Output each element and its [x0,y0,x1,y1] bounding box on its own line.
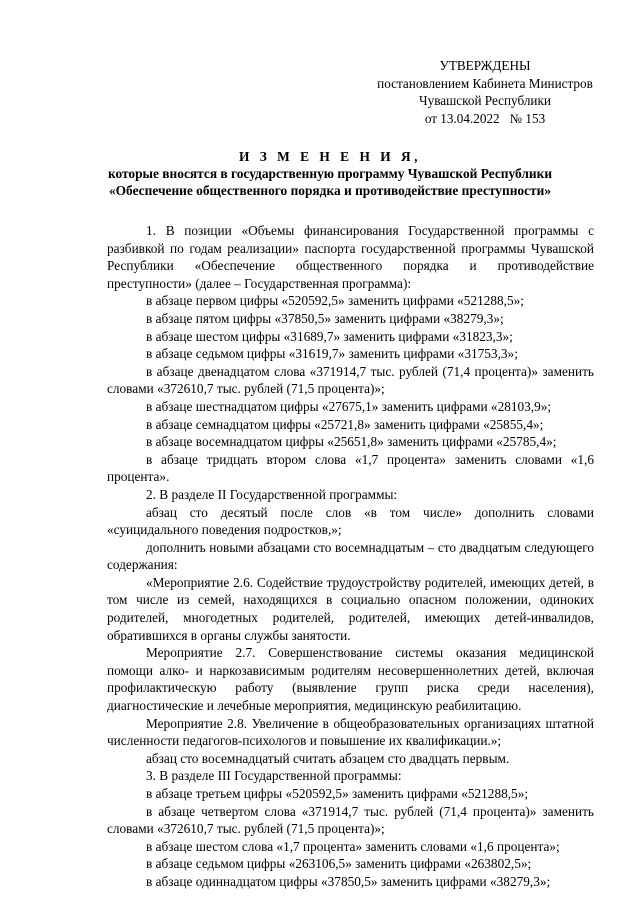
approval-line: Чувашской Республики [419,93,551,108]
body-paragraph: Мероприятие 2.7. Совершенствование системы оказания медицинской помощи алко- и наркозависимым родителям несовершеннолетних детей, включая профилактическую работу (выявление групп риска среди населения), диагностические и лечебные мероприятия, медицинскую реабилитацию. [107,645,594,714]
body-paragraph: в абзаце семнадцатом цифры «25721,8» заменить цифрами «25855,4»; [146,416,544,432]
body-paragraph: 1. В позиции «Объемы финансирования Государственной программы с разбивкой по годам реализации» паспорта государственной программы Чувашской Республики «Обеспечение общественного порядка и противодействие преступности» (далее – Государственная программа): [107,223,594,291]
title-subtitle-line: «Обеспечение общественного порядка и противодействие преступности» [108,183,552,198]
approval-date-number: от 13.04.2022 № 153 [424,110,546,126]
title-subtitle-line: которые вносятся в государственную программу Чувашской Республики [107,166,553,181]
body-paragraph: в абзаце шестом слова «1,7 процента» заменить словами «1,6 процента»; [146,838,560,854]
body-paragraph: абзац сто восемнадцатый считать абзацем сто двадцать первым. [146,750,510,766]
body-paragraph: в абзаце первом цифры «520592,5» заменить цифрами «521288,5»; [146,293,525,309]
body-paragraph: абзац сто десятый после слов «в том числе» дополнить словами «суицидального поведения подростков,»; [107,504,594,538]
title-heading: И З М Е Н Е Н И Я, [238,149,422,164]
body-paragraph: в абзаце седьмом цифры «263106,5» заменить цифрами «263802,5»; [146,856,532,872]
approval-line: УТВЕРЖДЕНЫ [439,58,531,73]
document-title [60,148,600,199]
body-paragraph: Мероприятие 2.8. Увеличение в общеобразовательных организациях штатной численности педагогов-психологов и повышение их квалификации.»; [107,715,594,749]
approval-line: постановлением Кабинета Министров [377,75,593,91]
body-paragraph: 2. В разделе II Государственной программы: [146,486,398,502]
approval-stamp [360,57,610,127]
body-paragraph: в абзаце третьем цифры «520592,5» заменить цифрами «521288,5»; [146,786,529,801]
body-paragraph: в абзаце одиннадцатом цифры «37850,5» заменить цифрами «38279,3»; [146,873,551,889]
document-body [107,222,594,891]
body-paragraph: в абзаце тридцать втором слова «1,7 процента» заменить словами «1,6 процента». [107,451,594,485]
body-paragraph: «Мероприятие 2.6. Содействие трудоустройству родителей, имеющих детей, в том числе из семей, находящихся в социально опасном положении, одиноких родителей, многодетных родителей, родителей, имеющих детей-инвалидов, обратившихся в органы службы занятости. [107,574,594,643]
body-paragraph: в абзаце шестом цифры «31689,7» заменить цифрами «31823,3»; [146,328,513,344]
body-paragraph: в абзаце двенадцатом слова «371914,7 тыс. рублей (71,4 процента)» заменить словами «372610,7 тыс. рублей (71,5 процента)»; [107,363,594,397]
body-paragraph: в абзаце пятом цифры «37850,5» заменить цифрами «38279,3»; [146,310,504,326]
body-paragraph: дополнить новыми абзацами сто восемнадцатым – сто двадцатым следующего содержания: [107,539,594,573]
body-paragraph: в абзаце четвертом слова «371914,7 тыс. рублей (71,4 процента)» заменить словами «372610,7 тыс. рублей (71,5 процента)»; [107,803,594,837]
body-paragraph: 3. В разделе III Государственной программы: [146,768,402,784]
body-paragraph: в абзаце восемнадцатом цифры «25651,8» заменить цифрами «25785,4»; [146,434,557,450]
body-paragraph: в абзаце шестнадцатом цифры «27675,1» заменить цифрами «28103,9»; [146,398,552,414]
body-paragraph: в абзаце седьмом цифры «31619,7» заменить цифрами «31753,3»; [146,346,518,362]
